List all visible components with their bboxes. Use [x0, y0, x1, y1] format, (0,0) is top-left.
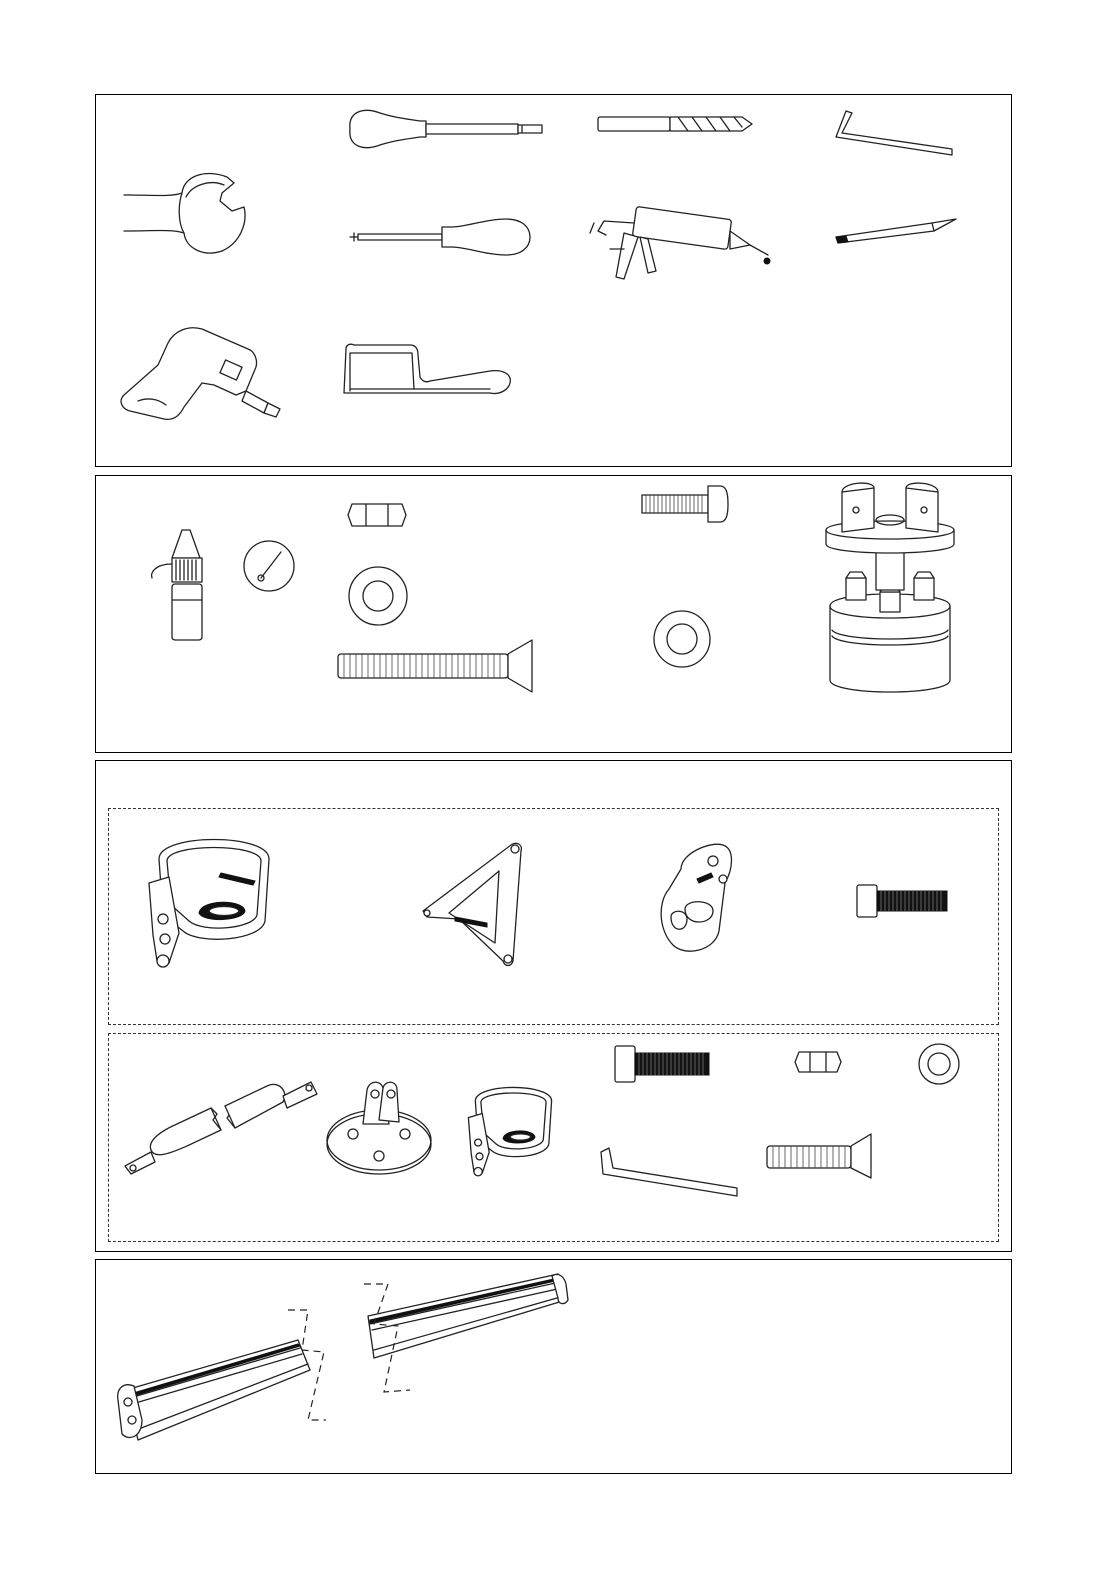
- tools-panel: [95, 94, 1012, 467]
- pivot-base-plate-icon: [323, 1074, 435, 1174]
- hex-nut-small-icon: [793, 1048, 843, 1076]
- countersunk-screw-icon: [334, 636, 540, 696]
- countersunk-screw-short-icon: [763, 1132, 877, 1182]
- aluminium-profile-rail-icon: [112, 1270, 572, 1460]
- gas-strut-icon: [123, 1074, 323, 1180]
- hardware-panel: [95, 475, 1012, 753]
- washer-large-icon: [651, 608, 713, 670]
- pencil-icon: [832, 217, 962, 247]
- socket-cap-screw-short-icon: [611, 1042, 713, 1086]
- kit-group-a: [108, 808, 999, 1025]
- open-end-wrench-icon: [122, 167, 252, 257]
- phillips-screwdriver-icon: [346, 215, 536, 259]
- hex-key-long-icon: [593, 1144, 743, 1200]
- power-drill-icon: [118, 321, 288, 431]
- pivot-clamp-icon: [651, 839, 741, 963]
- caulking-gun-icon: [584, 209, 784, 289]
- tube-clamp-icon: [139, 823, 279, 973]
- kit-panel: [95, 760, 1012, 1252]
- flat-screwdriver-icon: [346, 105, 546, 153]
- triangle-bracket-icon: [419, 839, 529, 971]
- glue-drop-detail-icon: [241, 538, 297, 594]
- kit-group-b: [108, 1033, 999, 1242]
- washer-small-icon: [917, 1042, 961, 1086]
- washer-icon: [346, 564, 410, 628]
- hacksaw-icon: [340, 341, 520, 399]
- tube-clamp-small-icon: [457, 1076, 563, 1180]
- mount-base-assembly-icon: [820, 480, 960, 694]
- hex-key-icon: [832, 109, 962, 155]
- hex-nut-icon: [346, 500, 408, 530]
- profile-panel: [95, 1259, 1012, 1474]
- pan-head-screw-icon: [638, 482, 732, 526]
- drill-bit-icon: [596, 113, 756, 137]
- threadlocker-bottle-icon: [144, 524, 224, 648]
- socket-cap-screw-icon: [853, 881, 953, 921]
